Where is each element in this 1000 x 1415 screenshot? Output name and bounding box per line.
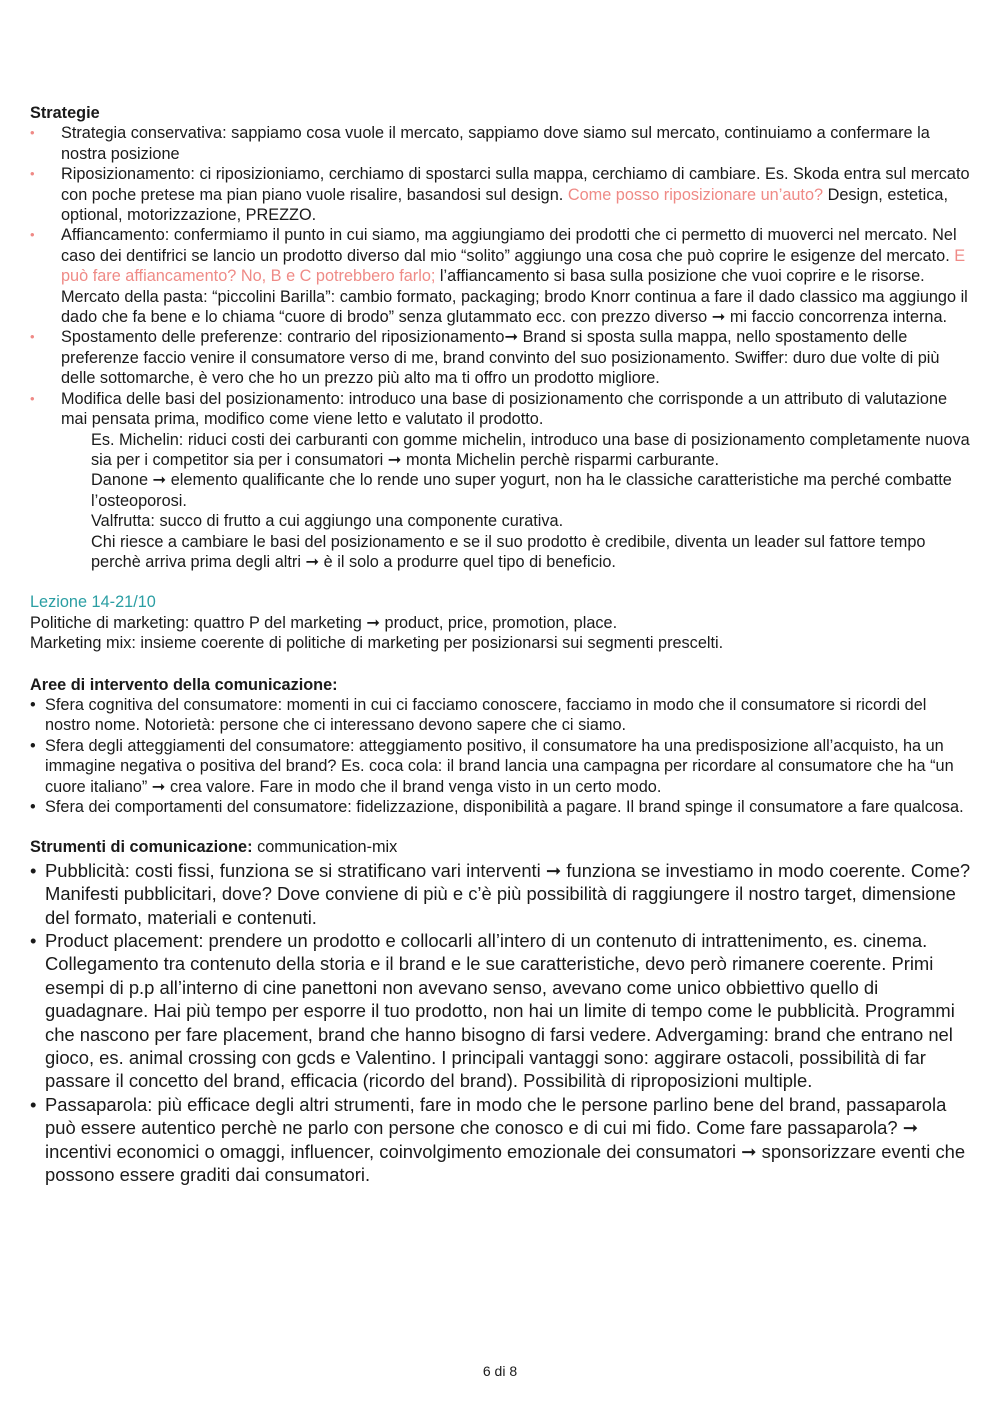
- list-item: • Sfera degli atteggiamenti del consumatore: atteggiamento positivo, il consumatore ha una predisposizione all’acquisto, ha un immagine negativa o positiva del brand? Es. coca cola: il brand lancia una campagna per ricordare al consumatore che ha “un cuore italiano” ➞ crea valore. Fare in modo che il brand venga visto in un certo modo.: [30, 736, 975, 797]
- page-number: 6 di 8: [482, 1363, 518, 1379]
- strumenti-heading-rest: communication-mix: [252, 838, 398, 857]
- lezione-section: [30, 592, 975, 653]
- item-text: Modifica delle basi del posizionamento: introduco una base di posizionamento che corrisponde a un attributo di valutazione mai pensata prima, modifico come viene letto e valutato il prodotto.: [61, 389, 948, 429]
- strategie-heading: Strategie: [30, 104, 100, 122]
- highlight-question: Come posso riposizionare un’auto?: [567, 185, 824, 204]
- item-text: Riposizionamento: ci riposizioniamo, cerchiamo di spostarci sulla mappa, cerchiamo di cambiare. Es. Skoda entra sul mercato con poche pretese ma pian piano vuole risalire, basandosi sul design.: [61, 165, 970, 204]
- aree-list: [30, 695, 975, 817]
- strategie-section: [30, 103, 975, 572]
- list-item: • Sfera cognitiva del consumatore: momenti in cui ci facciamo conoscere, facciamo in modo che il consumatore si ricordi del nostro nome. Notorietà: persone che ci interessano devono sapere che ci siamo.: [30, 695, 975, 736]
- document-page: [30, 103, 975, 1187]
- list-item: [30, 123, 975, 164]
- highlight-question: E può fare affiancamento? No, B e C potrebbero farlo;: [61, 246, 966, 286]
- aree-section: [30, 675, 975, 818]
- list-item: [30, 327, 975, 388]
- sub-paragraph: Es. Michelin: riduci costi dei carburanti con gomme michelin, introduco una base di posizionamento completamente nuova sia per i competitor sia per i consumatori ➞ monta Michelin perchè risparmi carburante.: [91, 430, 970, 469]
- strumenti-list: [30, 859, 975, 1187]
- sub-paragraph: Chi riesce a cambiare le basi del posizionamento e se il suo prodotto è credibile, diventa un leader sul fattore tempo perchè arriva prima degli altri ➞ è il solo a produrre quel tipo di beneficio.: [91, 532, 926, 571]
- lezione-line: Politiche di marketing: quattro P del marketing ➞ product, price, promotion, place.: [30, 613, 618, 632]
- item-text: Design, estetica, optional, motorizzazione, PREZZO.: [61, 185, 948, 225]
- strumenti-heading: Strumenti di comunicazione:: [30, 838, 253, 857]
- sub-paragraph: Valfrutta: succo di frutto a cui aggiungo una componente curativa.: [91, 512, 564, 531]
- strategie-list: [30, 123, 975, 572]
- lezione-title: Lezione 14-21/10: [30, 593, 156, 612]
- list-item: • Pubblicità: costi fissi, funziona se si stratificano vari interventi ➞ funziona se investiamo in modo coerente. Come? Manifesti pubblicitari, dove? Dove conviene di più e c’è più possibilità di raggiungere il nostro target, dimensione del formato, materiali e contenuti.: [30, 859, 975, 929]
- list-item: [30, 225, 975, 327]
- list-item: • Sfera dei comportamenti del consumatore: fidelizzazione, disponibilità a pagare. Il brand spinge il consumatore a fare qualcosa.: [30, 797, 975, 817]
- item-text: Affiancamento: confermiamo il punto in cui siamo, ma aggiungiamo dei prodotti che ci permetto di muoverci nel mercato. Nel caso dei dentifrici se lancio un prodotto diverso dal mio “solito” aggiungo una cosa che può coprire le esigenze del mercato.: [61, 226, 957, 265]
- item-text: Spostamento delle preferenze: contrario del riposizionamento➞ Brand si sposta sulla mappa, nello spostamento delle preferenze faccio venire il consumatore verso di me, brand convinto del suo posizionamento. Swiffer: duro due volte di più delle sottomarche, è vero che ho un prezzo più alto ma ti offro un prodotto migliore.: [61, 328, 940, 388]
- item-text: l’affiancamento si basa sulla posizione che vuoi coprire e le risorse. Mercato della pasta: “piccolini Barilla”: cambio formato, packaging; brodo Knorr continua a fare il dado classico ma aggiungo il dado che fa bene e lo chiama “cuore di brodo” senza glutammato ecc. con prezzo diverso ➞ mi faccio concorrenza interna.: [61, 267, 968, 327]
- list-item: • Passaparola: più efficace degli altri strumenti, fare in modo che le persone parlino bene del brand, passaparola può essere autentico perchè ne parlo con persone che conosco e di cui mi fido. Come fare passaparola? ➞ incentivi economici o omaggi, influencer, coinvolgimento emozionale dei consumatori ➞ sponsorizzare eventi che possono essere graditi dai consumatori.: [30, 1093, 975, 1187]
- lezione-line: Marketing mix: insieme coerente di politiche di marketing per posizionarsi sui segmenti prescelti.: [30, 634, 724, 653]
- strumenti-heading-line: [30, 837, 975, 857]
- strumenti-section: [30, 837, 975, 1186]
- item-text: Strategia conservativa: sappiamo cosa vuole il mercato, sappiamo dove siamo sul mercato, continuiamo a confermare la nostra posizione: [61, 124, 930, 163]
- list-item: [30, 164, 975, 225]
- list-item: • Product placement: prendere un prodotto e collocarli all’intero di un contenuto di intrattenimento, es. cinema. Collegamento tra contenuto della storia e il brand e le sue caratteristiche, devo però rimanere coerente. Primi esempi di p.p all’interno di cine panettoni non avevano senso, avevano come unico obbiettivo quello di guadagnare. Hai più tempo per esporre il tuo prodotto, non hai un limite di tempo come le pubblicità. Programmi che nascono per fare placement, brand che hanno bisogno di farsi vedere. Advergaming: brand che entrano nel gioco, es. animal crossing con gcds e Valentino. I principali vantaggi sono: aggirare ostacoli, possibilità di far passare il concetto del brand, efficacia (ricordo del brand). Possibilità di riproposizioni multiple.: [30, 929, 975, 1093]
- aree-heading: Aree di intervento della comunicazione:: [30, 675, 338, 694]
- sub-paragraph: Danone ➞ elemento qualificante che lo rende uno super yogurt, non ha le classiche caratteristiche ma perché combatte l’osteoporosi.: [91, 471, 952, 510]
- list-item: [30, 389, 975, 573]
